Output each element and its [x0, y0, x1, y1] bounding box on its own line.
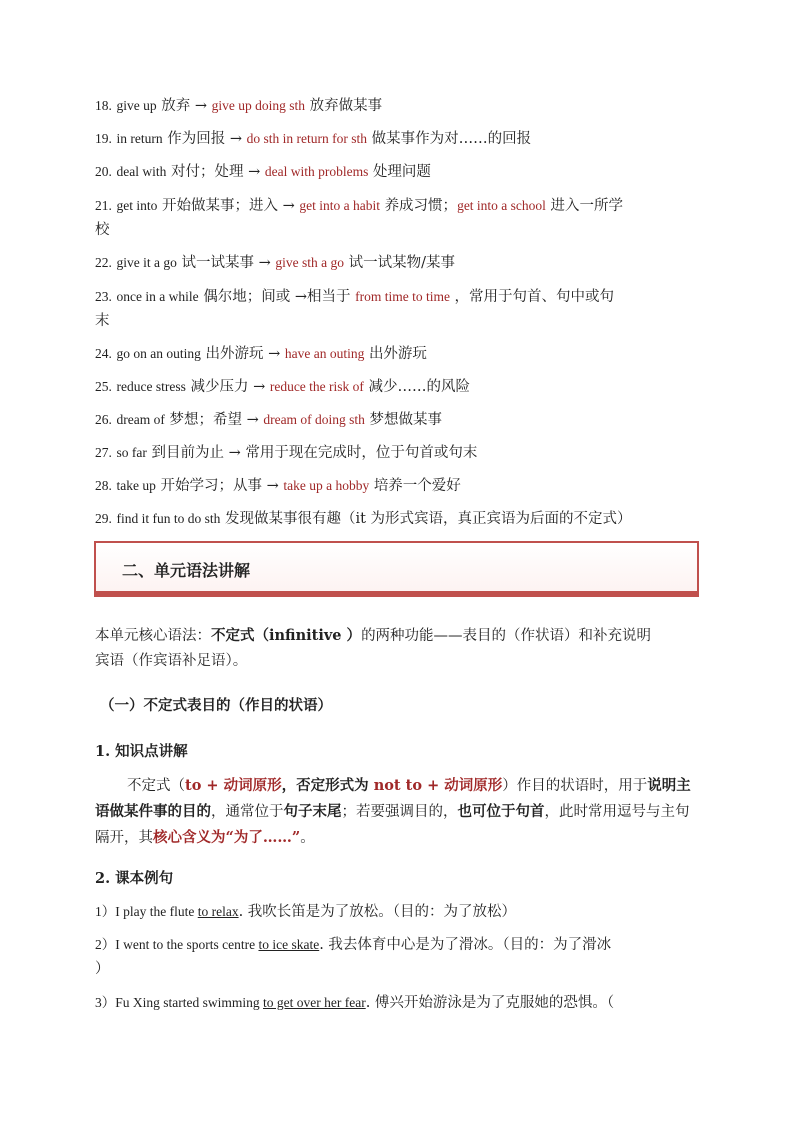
- example-2-cont: ）: [95, 961, 110, 977]
- phrase-item-28: 28. take up 开始学习；从事 → take up a hobby 培养一个爱好: [95, 478, 461, 494]
- phrase-item-22: 22. give it a go 试一试某事 → give sth a go 试一试某物/某事: [95, 255, 455, 271]
- intro-line-1: 本单元核心语法：不定式（infinitive ）的两种功能——表目的（作状语）和补充说明: [95, 627, 652, 644]
- phrase-item-29: 29. find it fun to do sth 发现做某事很有趣（it 为形式宾语，真正宾语为后面的不定式）: [95, 511, 632, 527]
- phrase-item-18: 18. give up 放弃 → give up doing sth 放弃做某事: [95, 98, 383, 114]
- phrase-item-23: 23. once in a while 偶尔地；间或 →相当于 from time to time ，常用于句首、句中或句: [95, 289, 615, 305]
- example-2: 2）I went to the sports centre to ice skate. 我去体育中心是为了滑冰。（目的：为了滑冰: [95, 937, 612, 953]
- intro-line-2: 宾语（作宾语补足语）。: [95, 653, 248, 669]
- phrase-item-20: 20. deal with 对付；处理 → deal with problems 处理问题: [95, 164, 431, 180]
- section-title: 二、单元语法讲解: [122, 561, 251, 580]
- explain-paragraph: 不定式（to + 动词原形，否定形式为 not to + 动词原形）作目的状语时，用于说明主语做某件事的目的，通常位于句子末尾；若要强调目的，也可位于句首，此时常用逗号与主句隔开，其核心含义为“为了……”。: [95, 777, 691, 846]
- phrase-item-19: 19. in return 作为回报 → do sth in return for sth 做某事作为对……的回报: [95, 131, 532, 147]
- heading-knowledge: 1. 知识点讲解: [95, 743, 188, 760]
- heading-examples: 2. 课本例句: [95, 870, 174, 887]
- section-header-box: [94, 541, 699, 597]
- phrase-item-21: 21. get into 开始做某事；进入 → get into a habit 养成习惯；get into a school 进入一所学: [95, 198, 624, 214]
- phrase-item-21-cont: 校: [95, 222, 110, 238]
- example-3: 3）Fu Xing started swimming to get over her fear. 傅兴开始游泳是为了克服她的恐惧。（: [95, 995, 615, 1011]
- subsection-heading: （一）不定式表目的（作目的状语）: [100, 697, 332, 714]
- phrase-item-25: 25. reduce stress 减少压力 → reduce the risk of 减少……的风险: [95, 379, 471, 395]
- phrase-item-27: 27. so far 到目前为止 → 常用于现在完成时，位于句首或句末: [95, 445, 478, 461]
- example-1: 1）I play the flute to relax. 我吹长笛是为了放松。（目的：为了放松）: [95, 904, 517, 920]
- phrase-item-23-cont: 末: [95, 313, 110, 329]
- phrase-item-24: 24. go on an outing 出外游玩 → have an outing 出外游玩: [95, 346, 427, 362]
- phrase-item-26: 26. dream of 梦想；希望 → dream of doing sth 梦想做某事: [95, 412, 443, 428]
